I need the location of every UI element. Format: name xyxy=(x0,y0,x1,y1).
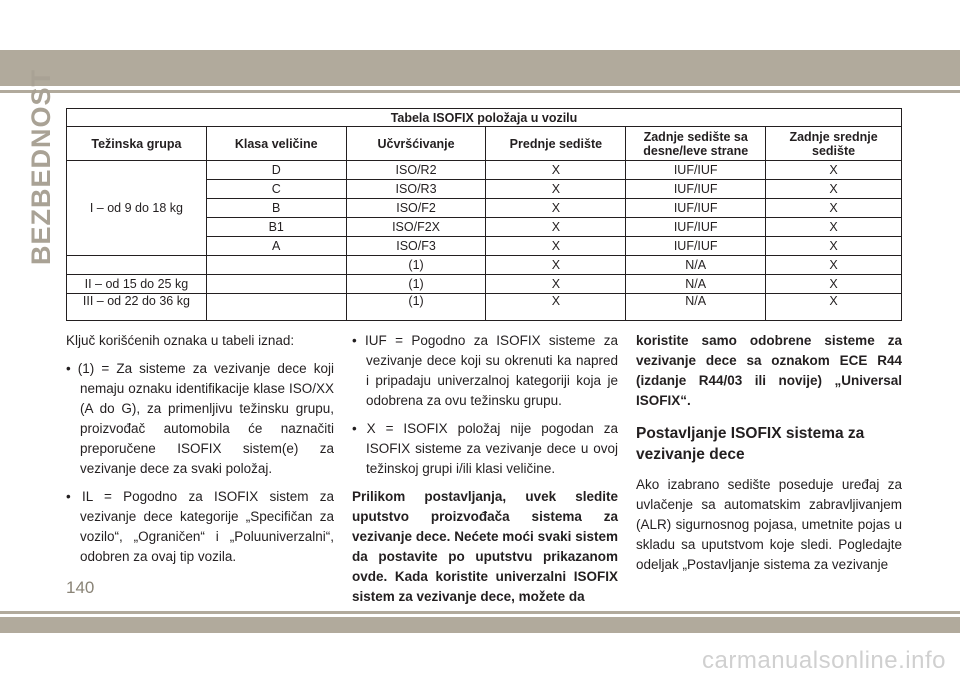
table-cell: X xyxy=(486,218,626,237)
warning-text-continued: koristite samo odobrene sisteme za vezivanje dece sa oznakom ECE R44 (izdanje R44/03 ili novije) „Universal ISOFIX“. xyxy=(636,333,902,408)
table-row xyxy=(67,294,902,321)
table-title: Tabela ISOFIX položaja u vozilu xyxy=(67,109,902,127)
table-cell: X xyxy=(486,180,626,199)
table-cell: X xyxy=(486,275,626,294)
header-rule xyxy=(0,90,960,93)
table-cell: X xyxy=(486,237,626,256)
top-margin xyxy=(0,0,960,44)
table-cell: ISO/F2X xyxy=(346,218,486,237)
text-column-right xyxy=(636,331,902,583)
page-number: 140 xyxy=(66,578,95,597)
isofix-table xyxy=(66,108,902,321)
legend-intro: Ključ korišćenih oznaka u tabeli iznad: xyxy=(66,333,295,348)
table-cell: ISO/F3 xyxy=(346,237,486,256)
legend-item-x: • X = ISOFIX položaj nije pogodan za ISOFIX sisteme za vezivanje dece u ovoj težinskoj grupi i/ili klasi veličine. xyxy=(352,421,618,476)
weight-group-cell: III – od 22 do 36 kg xyxy=(67,294,207,321)
table-cell: (1) xyxy=(346,256,486,275)
body-text: Ako izabrano sedište poseduje uređaj za uvlačenje sa automatskim zabravljivanjem (ALR) sigurnosnog pojasa, umetnite pojas u skladu sa uputstvom koje sledi. Pogledajte odeljak „Postavljanje sistema za vezivanje xyxy=(636,477,902,572)
text-column-middle xyxy=(352,331,618,615)
table-cell: X xyxy=(486,161,626,180)
table-header: Težinska grupa xyxy=(67,127,207,161)
table-cell xyxy=(67,256,207,275)
table-cell xyxy=(206,294,346,321)
table-cell: IUF/IUF xyxy=(626,218,766,237)
table-cell: N/A xyxy=(626,294,766,321)
header-band xyxy=(0,50,960,86)
footer-rule xyxy=(0,611,960,614)
table-cell: N/A xyxy=(626,256,766,275)
footer-band xyxy=(0,617,960,633)
table-header: Zadnje srednje sedište xyxy=(766,127,902,161)
table-cell: X xyxy=(486,294,626,321)
table-cell: X xyxy=(766,237,902,256)
table-cell: D xyxy=(206,161,346,180)
table-row xyxy=(67,256,902,275)
text-column-left xyxy=(66,331,334,575)
table-cell: N/A xyxy=(626,275,766,294)
table-row xyxy=(67,161,902,180)
table-header: Klasa veličine xyxy=(206,127,346,161)
legend-item-iuf: • IUF = Pogodno za ISOFIX sisteme za vezivanje dece koji su okrenuti ka napred i pripadaju univerzalnoj kategoriji koja je odobrena za ovu težinsku grupu. xyxy=(352,333,618,408)
table-cell: B1 xyxy=(206,218,346,237)
table-cell: X xyxy=(766,294,902,321)
legend-item-il: • IL = Pogodno za ISOFIX sistem za vezivanje dece kategorije „Specifičan za vozilo“, „Ograničen“ i „Poluuniverzalni“, odobren za ovaj tip vozila. xyxy=(66,489,334,564)
section-title: BEZBEDNOST xyxy=(26,68,56,265)
table-header: Učvršćivanje xyxy=(346,127,486,161)
table-cell: X xyxy=(766,161,902,180)
table-cell: A xyxy=(206,237,346,256)
weight-group-cell: II – od 15 do 25 kg xyxy=(67,275,207,294)
table-cell: ISO/F2 xyxy=(346,199,486,218)
table-cell: ISO/R2 xyxy=(346,161,486,180)
table-cell: ISO/R3 xyxy=(346,180,486,199)
table-cell: IUF/IUF xyxy=(626,161,766,180)
table-cell: X xyxy=(766,275,902,294)
table-cell: X xyxy=(486,256,626,275)
table-cell: IUF/IUF xyxy=(626,199,766,218)
section-heading: Postavljanje ISOFIX sistema za vezivanje dece xyxy=(636,425,865,463)
weight-group-cell: I – od 9 do 18 kg xyxy=(67,161,207,256)
table-cell: C xyxy=(206,180,346,199)
table-cell: (1) xyxy=(346,275,486,294)
table-cell xyxy=(206,275,346,294)
watermark: carmanualsonline.info xyxy=(702,647,946,674)
table-cell: IUF/IUF xyxy=(626,237,766,256)
warning-text: Prilikom postavljanja, uvek sledite uputstvo proizvođača sistema za vezivanje dece. Nećete moći svaki sistem da postavite po uputstvu prikazanom ovde. Kada koristite univerzalni ISOFIX sistem za vezivanje dece, možete da xyxy=(352,489,618,604)
table-cell: X xyxy=(766,256,902,275)
table-cell: (1) xyxy=(346,294,486,321)
table-cell: IUF/IUF xyxy=(626,180,766,199)
table-cell: X xyxy=(766,199,902,218)
table-header: Zadnje sedište sa desne/leve strane xyxy=(626,127,766,161)
table-cell: X xyxy=(766,180,902,199)
table-header: Prednje sedište xyxy=(486,127,626,161)
table-row xyxy=(67,275,902,294)
legend-item-1: • (1) = Za sisteme za vezivanje dece koji nemaju oznaku identifikacije klase ISO/XX (A do G), za primenljivu težinsku grupu, proizvođač automobila će naznačiti preporučene ISOFIX sistem(e) za vezivanje dece za svaki položaj. xyxy=(66,361,334,476)
table-cell: B xyxy=(206,199,346,218)
table-cell: X xyxy=(766,218,902,237)
table-cell: X xyxy=(486,199,626,218)
table-cell xyxy=(206,256,346,275)
